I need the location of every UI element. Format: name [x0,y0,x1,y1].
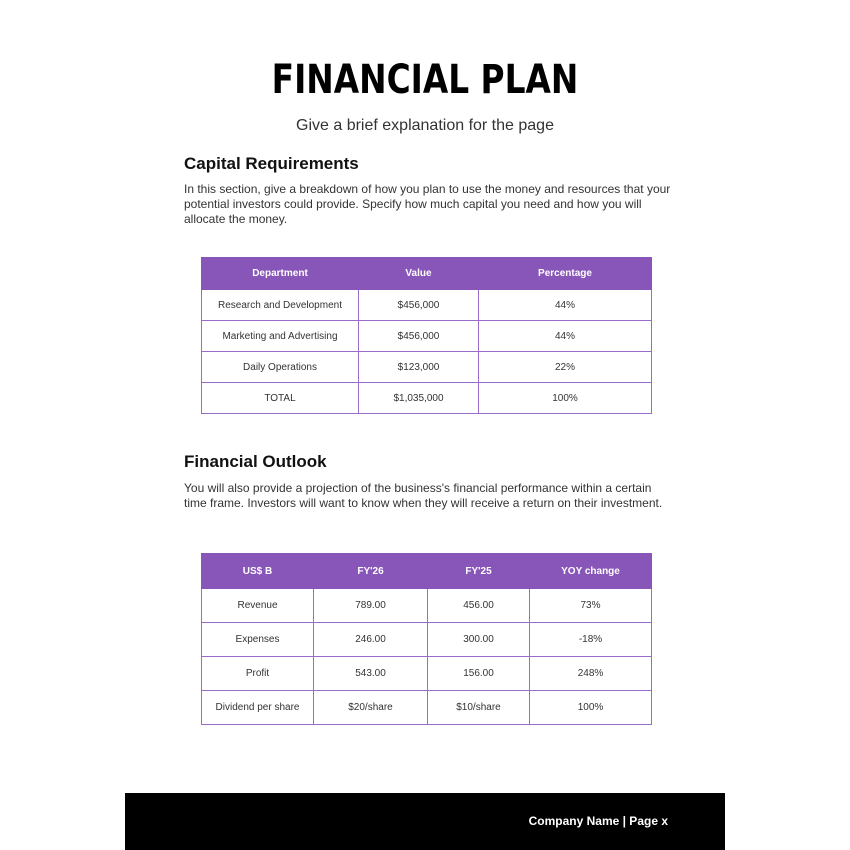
table-cell: Revenue [202,589,314,623]
col-header-fy25: FY'25 [428,554,530,589]
table-row-total [202,383,652,414]
outlook-table [201,553,652,725]
table-cell: Profit [202,657,314,691]
table-cell: 22% [479,352,652,383]
page-footer [125,793,725,850]
footer-company-page: Company Name | Page x [528,814,668,828]
col-header-value: Value [359,258,479,290]
table-header-row [202,554,652,589]
table-header-row [202,258,652,290]
table-cell: 456.00 [428,589,530,623]
outlook-heading: Financial Outlook [184,452,327,471]
table-cell: Daily Operations [202,352,359,383]
col-header-yoy: YOY change [530,554,652,589]
table-cell: -18% [530,623,652,657]
table-row [202,691,652,725]
col-header-fy26: FY'26 [314,554,428,589]
capital-table [201,257,652,414]
table-row [202,623,652,657]
table-cell: 44% [479,321,652,352]
table-cell: 73% [530,589,652,623]
col-header-percentage: Percentage [479,258,652,290]
table-cell: $1,035,000 [359,383,479,414]
table-cell: 156.00 [428,657,530,691]
table-cell: Research and Development [202,290,359,321]
col-header-unit: US$ B [202,554,314,589]
col-header-department: Department [202,258,359,290]
table-cell: $20/share [314,691,428,725]
page-title: FINANCIAL PLAN [271,57,579,103]
capital-description: In this section, give a breakdown of how you plan to use the money and resources that your potential investors could provide. Specify how much capital you need and how you will allocate the money. [184,182,671,226]
table-cell: $10/share [428,691,530,725]
table-cell: $456,000 [359,321,479,352]
document-page [125,0,725,850]
table-cell: 100% [479,383,652,414]
table-cell: TOTAL [202,383,359,414]
table-cell: 246.00 [314,623,428,657]
page-subtitle: Give a brief explanation for the page [296,117,554,134]
table-cell: 300.00 [428,623,530,657]
table-cell: $456,000 [359,290,479,321]
table-row [202,657,652,691]
table-cell: 789.00 [314,589,428,623]
table-cell: Dividend per share [202,691,314,725]
table-cell: Marketing and Advertising [202,321,359,352]
table-row [202,352,652,383]
table-row [202,290,652,321]
table-cell: 248% [530,657,652,691]
table-row [202,321,652,352]
table-cell: 100% [530,691,652,725]
capital-heading: Capital Requirements [184,154,359,173]
table-cell: 543.00 [314,657,428,691]
table-cell: 44% [479,290,652,321]
table-cell: $123,000 [359,352,479,383]
table-row [202,589,652,623]
table-cell: Expenses [202,623,314,657]
outlook-description: You will also provide a projection of the business's financial performance within a certain time frame. Investors will want to know when they will receive a return on their investment. [184,481,663,510]
